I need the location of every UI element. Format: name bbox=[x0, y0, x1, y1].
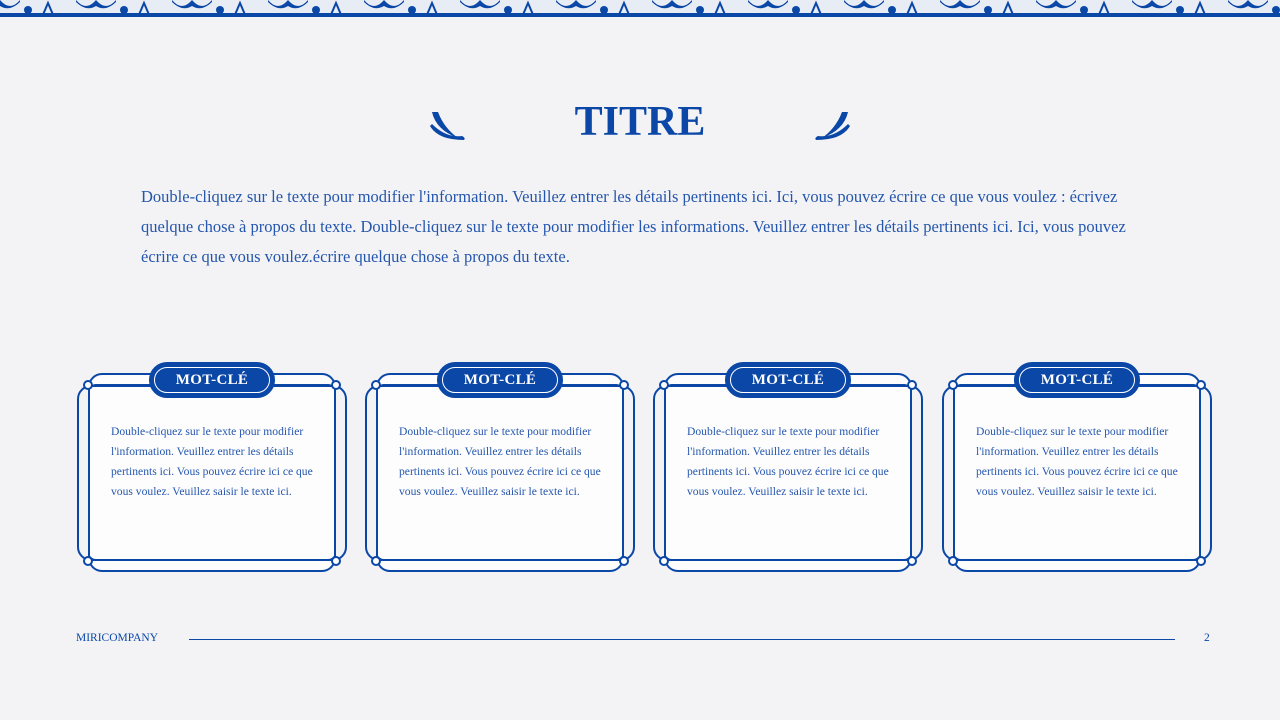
corner-curl-icon bbox=[659, 380, 669, 390]
company-name: MIRICOMPANY bbox=[76, 632, 159, 644]
keyword-badge[interactable] bbox=[725, 362, 851, 398]
keyword-badge[interactable] bbox=[437, 362, 563, 398]
corner-curl-icon bbox=[619, 556, 629, 566]
intro-paragraph[interactable]: Double-cliquez sur le texte pour modifier l'information. Veuillez entrer les détails pertinents ici. Ici, vous pouvez écrire ce que vous voulez : écrivez quelque chose à propos du texte. Double-cliquez sur le texte pour modifier les informations. Veuillez entrer les détails pertinents ici. Ici, vous pouvez écrire ce que vous voulez.écrire quelque chose à propos du texte. bbox=[141, 187, 1126, 266]
keyword-card[interactable] bbox=[653, 362, 923, 572]
tile-motif bbox=[76, 0, 150, 17]
tile-motif bbox=[172, 0, 246, 17]
corner-curl-icon bbox=[331, 380, 341, 390]
keyword-label: MOT-CLÉ bbox=[175, 371, 249, 388]
decorative-tile-border bbox=[0, 0, 1280, 17]
tile-motif bbox=[364, 0, 438, 17]
corner-curl-icon bbox=[331, 556, 341, 566]
page-title: TITRE bbox=[574, 99, 706, 145]
keyword-badge[interactable] bbox=[1014, 362, 1140, 398]
corner-curl-icon bbox=[907, 556, 917, 566]
card-text[interactable]: Double-cliquez sur le texte pour modifier l'information. Veuillez entrer les détails pertinents ici. Vous pouvez écrire ici ce que vous voulez. Veuillez saisir le texte ici. bbox=[111, 425, 313, 498]
card-text[interactable]: Double-cliquez sur le texte pour modifier l'information. Veuillez entrer les détails pertinents ici. Vous pouvez écrire ici ce que vous voulez. Veuillez saisir le texte ici. bbox=[687, 425, 889, 498]
corner-curl-icon bbox=[1196, 380, 1206, 390]
keyword-card[interactable] bbox=[365, 362, 635, 572]
corner-curl-icon bbox=[948, 380, 958, 390]
corner-curl-icon bbox=[371, 556, 381, 566]
keyword-label: MOT-CLÉ bbox=[751, 371, 825, 388]
keyword-badge[interactable] bbox=[149, 362, 275, 398]
keyword-label: MOT-CLÉ bbox=[1040, 371, 1114, 388]
tile-motif bbox=[1132, 0, 1206, 17]
tile-motif bbox=[556, 0, 630, 17]
tile-motif bbox=[1036, 0, 1110, 17]
tile-pattern-icon bbox=[0, 0, 1280, 17]
corner-curl-icon bbox=[1196, 556, 1206, 566]
tile-motif bbox=[1228, 0, 1280, 17]
tile-motif bbox=[460, 0, 534, 17]
leaf-ornament-right-icon bbox=[812, 108, 852, 144]
tile-motif bbox=[940, 0, 1014, 17]
card-text[interactable]: Double-cliquez sur le texte pour modifier l'information. Veuillez entrer les détails pertinents ici. Vous pouvez écrire ici ce que vous voulez. Veuillez saisir le texte ici. bbox=[399, 425, 601, 498]
tile-motif bbox=[0, 0, 54, 17]
corner-curl-icon bbox=[948, 556, 958, 566]
corner-curl-icon bbox=[659, 556, 669, 566]
corner-curl-icon bbox=[619, 380, 629, 390]
corner-curl-icon bbox=[83, 556, 93, 566]
corner-curl-icon bbox=[371, 380, 381, 390]
page-number: 2 bbox=[1204, 632, 1210, 644]
keyword-card[interactable] bbox=[942, 362, 1212, 572]
corner-curl-icon bbox=[907, 380, 917, 390]
tile-motif bbox=[652, 0, 726, 17]
card-text[interactable]: Double-cliquez sur le texte pour modifier l'information. Veuillez entrer les détails pertinents ici. Vous pouvez écrire ici ce que vous voulez. Veuillez saisir le texte ici. bbox=[976, 425, 1178, 498]
corner-curl-icon bbox=[83, 380, 93, 390]
tile-motif bbox=[268, 0, 342, 17]
keyword-card[interactable] bbox=[77, 362, 347, 572]
tile-motif bbox=[748, 0, 822, 17]
tile-motif bbox=[844, 0, 918, 17]
keyword-label: MOT-CLÉ bbox=[463, 371, 537, 388]
footer-divider bbox=[189, 639, 1175, 640]
